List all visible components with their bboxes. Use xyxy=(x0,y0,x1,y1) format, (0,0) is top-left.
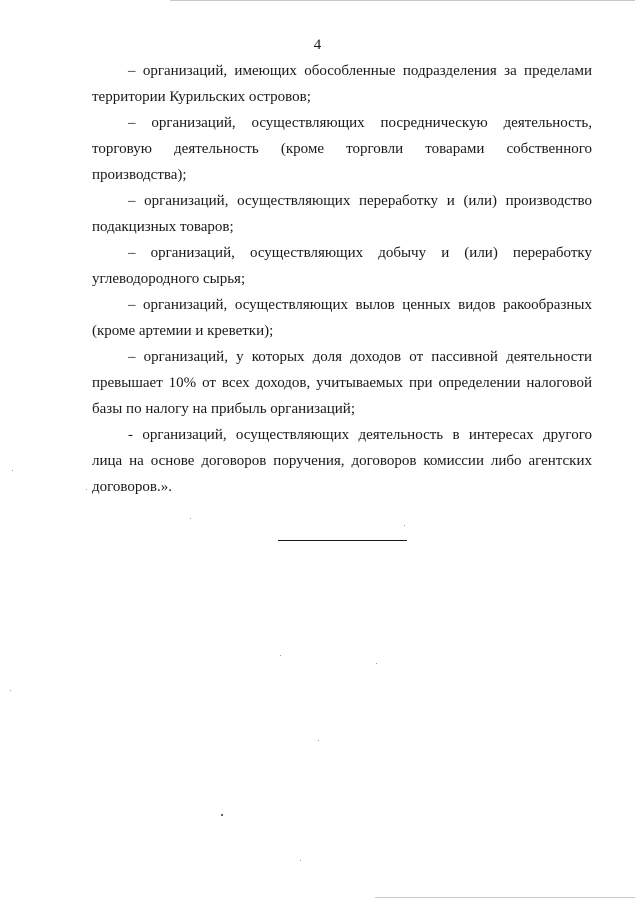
paragraph-crustaceans: – организаций, осуществляющих вылов ценных видов ракообразных (кроме артемии и креветки); xyxy=(92,297,592,339)
paragraph-passive-income: – организаций, у которых доля доходов от пассивной деятельности превышает 10% от всех доходов, учитываемых при определении налоговой базы по налогу на прибыль организаций; xyxy=(92,349,592,417)
scan-speck xyxy=(86,489,87,490)
closing-rule xyxy=(278,540,407,541)
scan-speck xyxy=(10,690,11,691)
paragraph-intermediary-trade: – организаций, осуществляющих посредническую деятельность, торговую деятельность (кроме торговли товарами собственного производства); xyxy=(92,115,592,183)
paragraph-separate-divisions: – организаций, имеющих обособленные подразделения за пределами территории Курильских островов; xyxy=(92,63,592,105)
paragraph-hydrocarbons: – организаций, осуществляющих добычу и (или) переработку углеводородного сырья; xyxy=(92,245,592,287)
body-text xyxy=(92,58,592,500)
scan-speck xyxy=(280,655,281,656)
scan-speck xyxy=(376,663,377,664)
paragraph-agency-contracts: - организаций, осуществляющих деятельность в интересах другого лица на основе договоров поручения, договоров комиссии либо агентских договоров.». xyxy=(92,427,592,495)
page-edge-top xyxy=(170,0,635,1)
scan-speck xyxy=(300,860,301,861)
scan-speck xyxy=(318,740,319,741)
scan-speck xyxy=(404,525,405,526)
scan-speck xyxy=(190,518,191,519)
scan-speck xyxy=(12,470,13,471)
page-edge-bottom xyxy=(375,897,635,898)
page-number: 4 xyxy=(313,37,322,53)
scan-speck xyxy=(221,814,223,816)
paragraph-excise-goods: – организаций, осуществляющих переработку и (или) производство подакцизных товаров; xyxy=(92,193,592,235)
